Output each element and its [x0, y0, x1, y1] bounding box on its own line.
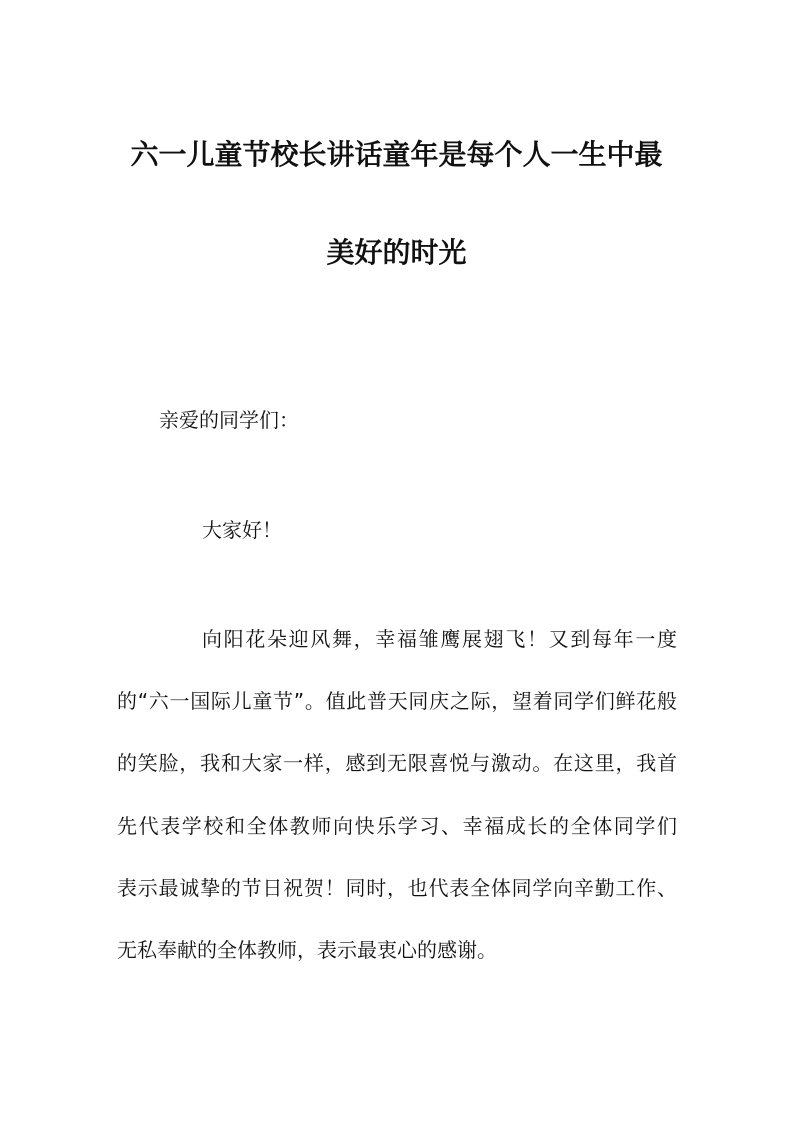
paragraph-line-3: 的笑脸，我和大家一样，感到无限喜悦与激动。在这里，我首	[117, 751, 677, 775]
paragraph-line-5: 表示最诚挚的节日祝贺！同时，也代表全体同学向辛勤工作、	[117, 876, 677, 900]
greeting: 大家好！	[202, 518, 282, 542]
paragraph-line-6: 无私奉献的全体教师，表示最衷心的感谢。	[117, 938, 497, 962]
document-title-line-2: 美好的时光	[326, 236, 467, 269]
paragraph-line-4: 先代表学校和全体教师向快乐学习、幸福成长的全体同学们	[117, 814, 677, 838]
document-title-line-1: 六一儿童节校长讲话童年是每个人一生中最	[130, 138, 663, 171]
salutation: 亲爱的同学们：	[159, 408, 299, 432]
paragraph-line-1: 向阳花朵迎风舞，幸福雏鹰展翅飞！又到每年一度	[202, 627, 677, 651]
paragraph-line-2: 的“六一国际儿童节”。值此普天同庆之际，望着同学们鲜花般	[117, 689, 677, 713]
